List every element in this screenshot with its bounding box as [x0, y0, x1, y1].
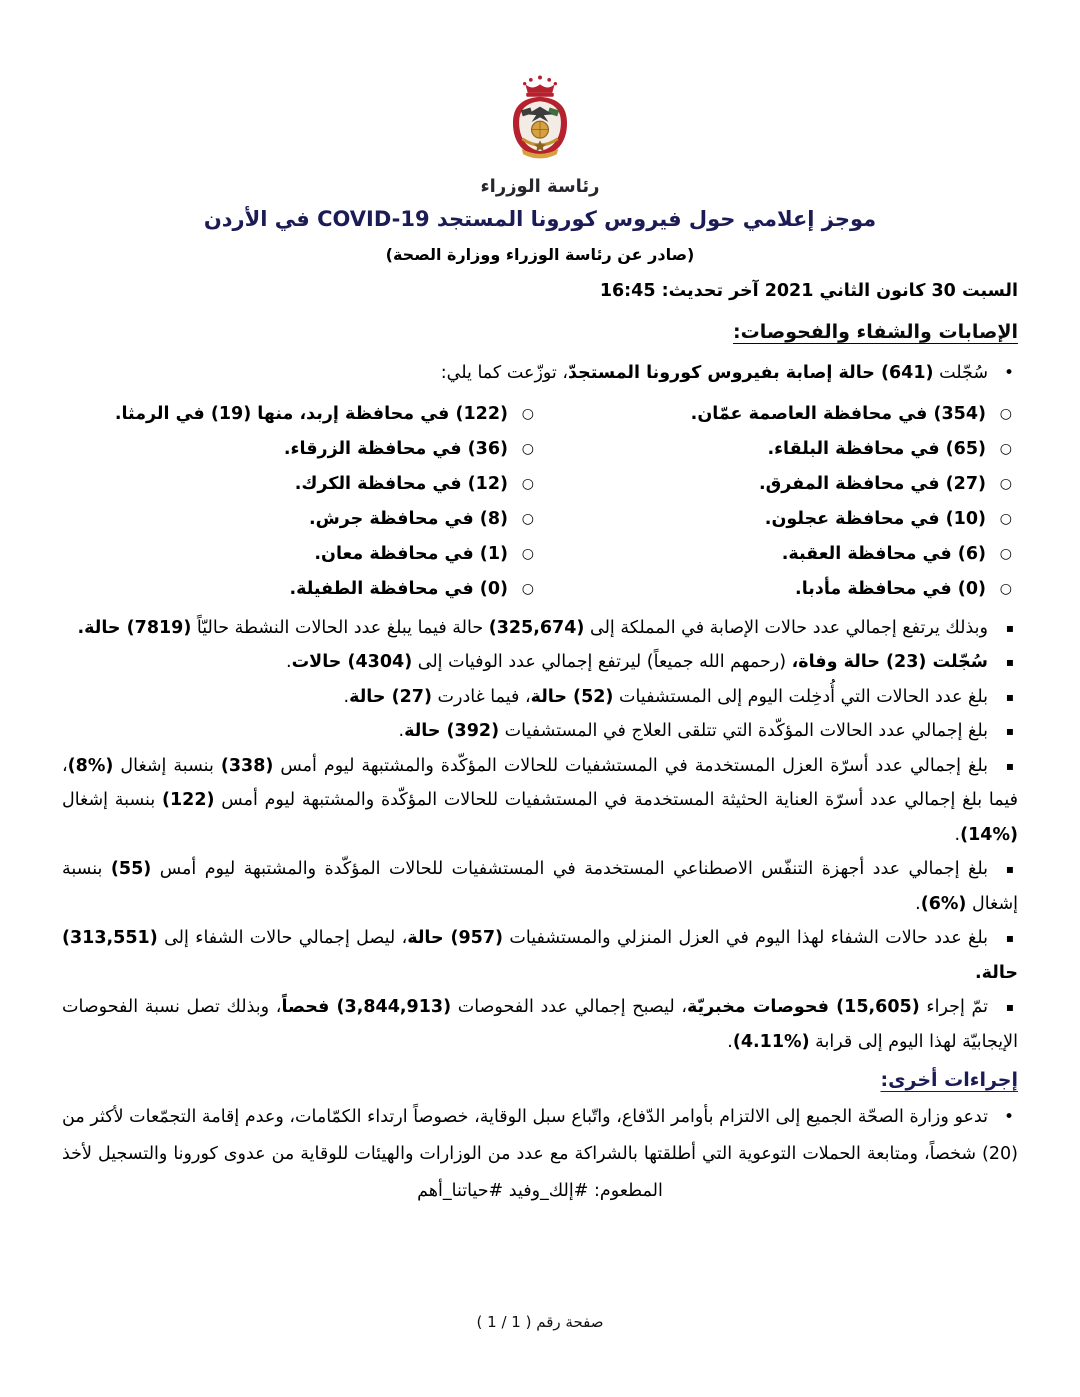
- section-heading-actions: إجراءات أخرى:: [880, 1069, 1018, 1091]
- governorate-item: [540, 467, 1018, 502]
- square-bullet-icon: ▪: [1005, 931, 1014, 945]
- square-bullet-icon: ▪: [1005, 758, 1014, 773]
- governorate-text: (12) في محافظة الكرك.: [294, 473, 508, 494]
- governorate-item: [62, 432, 540, 467]
- circle-bullet-icon: ○: [999, 545, 1012, 562]
- bullet-text: تدعو وزارة الصحّة الجميع إلى الالتزام بأوامر الدّفاع، واتّباع سبل الوقاية، خصوصاً ارتداء الكمّامات، وعدم إقامة التجمّعات لأكثر من (20) شخصاً، ومتابعة الحملات التوعوية التي أطلقتها بالشراكة مع عدد من الوزارات والهيئات للوقاية من عدوى كورونا والتسجيل لأخذ المطعوم: #إلك_وفيد #حياتنا_أهم: [62, 1107, 1018, 1201]
- actions-bullet-list: [62, 1099, 1018, 1210]
- bullet-item: [62, 852, 1018, 921]
- bullet-item: [62, 680, 1018, 715]
- circle-bullet-icon: ○: [521, 405, 534, 422]
- bullet-item: [62, 611, 1018, 646]
- governorate-text: (6) في محافظة العقبة.: [781, 543, 986, 564]
- disc-bullet-icon: •: [1003, 1107, 1014, 1127]
- governorate-item: [540, 397, 1018, 432]
- square-bullet-icon: ▪: [1005, 689, 1014, 704]
- governorate-column-left: [62, 397, 540, 607]
- governorate-item: [62, 467, 540, 502]
- governorate-item: [540, 432, 1018, 467]
- jordan-coat-of-arms-icon: [494, 74, 586, 170]
- circle-bullet-icon: ○: [521, 545, 534, 562]
- governorate-item: [62, 537, 540, 572]
- bullet-text: بلغ إجمالي عدد أجهزة التنفّس الاصطناعي المستخدمة في المستشفيات للحالات المؤكّدة والمشتبهة ليوم أمس (55) بنسبة إشغال (%6).: [62, 859, 1018, 914]
- governorate-text: (8) في محافظة جرش.: [308, 508, 508, 529]
- disc-bullet-icon: •: [1003, 363, 1014, 383]
- governorate-text: (0) في محافظة مأدبا.: [795, 578, 986, 599]
- circle-bullet-icon: ○: [521, 440, 534, 457]
- circle-bullet-icon: ○: [521, 510, 534, 527]
- cases-intro-bullet: [62, 356, 1018, 391]
- governorate-text: (1) في محافظة معان.: [314, 543, 508, 564]
- bullet-text: سُجّلت (23) حالة وفاة، (رحمهم الله جميعاً) ليرتفع إجمالي عدد الوفيات إلى (4304) حالات.: [286, 652, 988, 672]
- governorate-item: [62, 502, 540, 537]
- governorate-text: (65) في محافظة البلقاء.: [767, 438, 986, 459]
- governorate-item: [540, 502, 1018, 537]
- logo-caption: رئاسة الوزراء: [480, 176, 600, 197]
- bullet-item: [62, 749, 1018, 853]
- bullet-item: [62, 990, 1018, 1059]
- section-heading-cases: الإصابات والشفاء والفحوصات:: [733, 321, 1018, 343]
- governorate-text: (10) في محافظة عجلون.: [764, 508, 986, 529]
- governorate-text: (354) في محافظة العاصمة عمّان.: [690, 403, 986, 424]
- circle-bullet-icon: ○: [999, 475, 1012, 492]
- bullet-item: [62, 714, 1018, 749]
- square-bullet-icon: ▪: [1005, 862, 1014, 876]
- bullet-text: بلغ عدد الحالات التي أُدخِلت اليوم إلى المستشفيات (52) حالة، فيما غادرت (27) حالة.: [343, 686, 988, 707]
- cases-intro-text: سُجّلت (641) حالة إصابة بفيروس كورونا المستجدّ، توزّعت كما يلي:: [440, 363, 988, 383]
- governorate-item: [540, 537, 1018, 572]
- circle-bullet-icon: ○: [999, 405, 1012, 422]
- governorate-item: [62, 572, 540, 607]
- page-title: موجز إعلامي حول فيروس كورونا المستجد COVID-19 في الأردن: [203, 207, 877, 231]
- circle-bullet-icon: ○: [521, 475, 534, 492]
- governorate-item: [540, 572, 1018, 607]
- bullet-text: بلغ عدد حالات الشفاء لهذا اليوم في العزل المنزلي والمستشفيات (957) حالة، ليصل إجمالي حالات الشفاء إلى (313,551) حالة.: [62, 928, 1018, 983]
- circle-bullet-icon: ○: [999, 510, 1012, 527]
- governorate-text: (0) في محافظة الطفيلة.: [289, 578, 508, 599]
- circle-bullet-icon: ○: [521, 580, 534, 597]
- bullet-text: وبذلك يرتفع إجمالي عدد حالات الإصابة في المملكة إلى (325,674) حالة فيما يبلغ عدد الحالات النشطة حاليّاً (7819) حالة.: [77, 617, 988, 638]
- stat-bullet-list: [62, 611, 1018, 1060]
- square-bullet-icon: ▪: [1005, 620, 1014, 635]
- governorate-column-right: [540, 397, 1018, 607]
- governorate-text: (27) في محافظة المفرق.: [758, 473, 986, 494]
- bullet-item: [62, 921, 1018, 990]
- square-bullet-icon: ▪: [1005, 724, 1014, 738]
- bullet-text: تمّ إجراء (15,605) فحوصات مخبريّة، ليصبح إجمالي عدد الفحوصات (3,844,913) فحصاً، وبذلك تصل نسبة الفحوصات الإيجابيّة لهذا اليوم إلى قرابة (%4.11).: [62, 997, 1018, 1052]
- bullet-item: [62, 1099, 1018, 1210]
- page-number: صفحة رقم ( 1 / 1 ): [476, 1313, 604, 1331]
- bullet-text: بلغ إجمالي عدد أسرّة العزل المستخدمة في المستشفيات للحالات المؤكّدة والمشتبهة ليوم أمس (338) بنسبة إشغال (%8)، فيما بلغ إجمالي عدد أسرّة العناية الحثيثة المستخدمة في المستشفيات للحالات المؤكّدة والمشتبهة ليوم أمس (122) بنسبة إشغال (%14).: [62, 755, 1018, 845]
- page-subtitle: (صادر عن رئاسة الوزراء ووزارة الصحة): [385, 245, 695, 264]
- governorate-list: [62, 397, 1018, 607]
- circle-bullet-icon: ○: [999, 580, 1012, 597]
- square-bullet-icon: ▪: [1005, 655, 1014, 669]
- logo: [62, 0, 1018, 197]
- governorate-text: (36) في محافظة الزرقاء.: [283, 438, 508, 459]
- bullet-text: بلغ إجمالي عدد الحالات المؤكّدة التي تتلقى العلاج في المستشفيات (392) حالة.: [398, 721, 988, 741]
- bullet-item: [62, 645, 1018, 680]
- governorate-text: (122) في محافظة إربد، منها (19) في الرمثا.: [114, 403, 508, 424]
- circle-bullet-icon: ○: [999, 440, 1012, 457]
- governorate-item: [62, 397, 540, 432]
- date-line: السبت 30 كانون الثاني 2021 آخر تحديث: 16:45: [599, 281, 1018, 301]
- square-bullet-icon: ▪: [1005, 1000, 1014, 1014]
